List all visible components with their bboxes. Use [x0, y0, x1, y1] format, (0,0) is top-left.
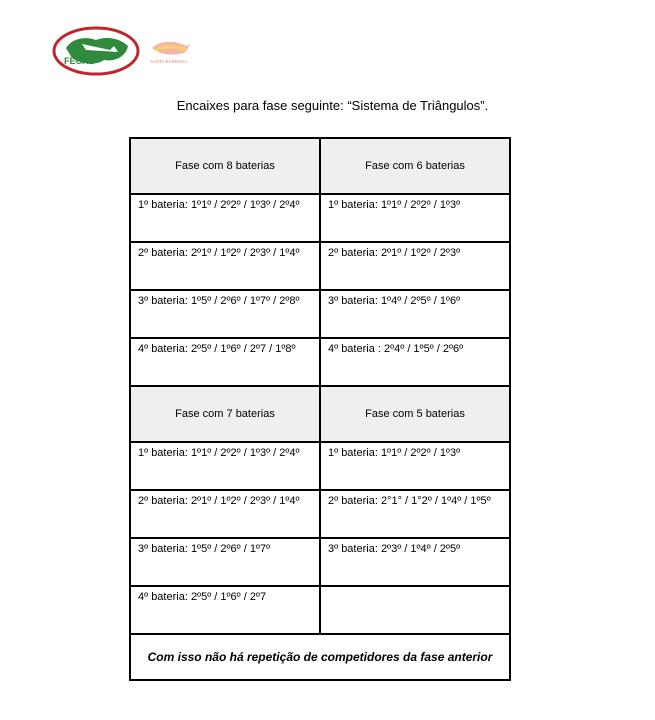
table-cell: 4º bateria : 2º4º / 1º5º / 2º6º: [320, 338, 510, 386]
table-cell: 2º bateria: 2°1° / 1°2º / 1º4º / 1º5º: [320, 490, 510, 538]
table-cell: 1º bateria: 1º1º / 2º2º / 1º3º / 2º4º: [130, 194, 320, 242]
santa-barbara-logo: [146, 36, 198, 66]
table-cell: 1º bateria: 1º1º / 2º2º / 1º3º: [320, 442, 510, 490]
table-cell: 3º bateria: 2º3º / 1º4º / 2º5º: [320, 538, 510, 586]
table-row: [130, 242, 510, 290]
table-cell: 1º bateria: 1º1º / 2º2º / 1º3º: [320, 194, 510, 242]
table-row: [130, 442, 510, 490]
table-row: [130, 538, 510, 586]
table-cell: 2º bateria: 2º1º / 1º2º / 2º3º / 1º4º: [130, 242, 320, 290]
table-cell: 2º bateria: 2º1º / 1º2º / 2º3º / 1º4º: [130, 490, 320, 538]
footer-row: [130, 634, 510, 680]
table-row: [130, 586, 510, 634]
table-row: [130, 290, 510, 338]
svg-text:SANTA BARBARA: SANTA BARBARA: [150, 59, 188, 64]
table-cell: 1º bateria: 1º1º / 2º2º / 1º3º / 2º4º: [130, 442, 320, 490]
header-6-baterias: Fase com 6 baterias: [320, 138, 510, 194]
table-row: [130, 490, 510, 538]
page-heading: Encaixes para fase seguinte: “Sistema de Triângulos”.: [176, 98, 489, 113]
header-5-baterias: Fase com 5 baterias: [320, 386, 510, 442]
svg-text:FECAB: FECAB: [64, 56, 95, 66]
battery-table: [129, 137, 511, 681]
table-cell: 4º bateria: 2º5º / 1º6º / 2º7 / 1º8º: [130, 338, 320, 386]
table-cell: 3º bateria: 1º4º / 2º5º / 1º6º: [320, 290, 510, 338]
table-cell: 3º bateria: 1º5º / 2º6º / 1º7º: [130, 538, 320, 586]
table-cell: 4º bateria: 2º5º / 1º6º / 2º7: [130, 586, 320, 634]
header-7-baterias: Fase com 7 baterias: [130, 386, 320, 442]
table-row: [130, 338, 510, 386]
section-header-row: [130, 138, 510, 194]
section-header-row: [130, 386, 510, 442]
table-cell: 2º bateria: 2º1º / 1º2º / 2º3º: [320, 242, 510, 290]
table-row: [130, 194, 510, 242]
footer-note: Com isso não há repetição de competidores da fase anterior: [130, 634, 510, 680]
header-8-baterias: Fase com 8 baterias: [130, 138, 320, 194]
fecab-logo: [52, 26, 142, 76]
table-cell: 3º bateria: 1º5º / 2º6º / 1º7º / 2º8º: [130, 290, 320, 338]
table-cell: [320, 586, 510, 634]
